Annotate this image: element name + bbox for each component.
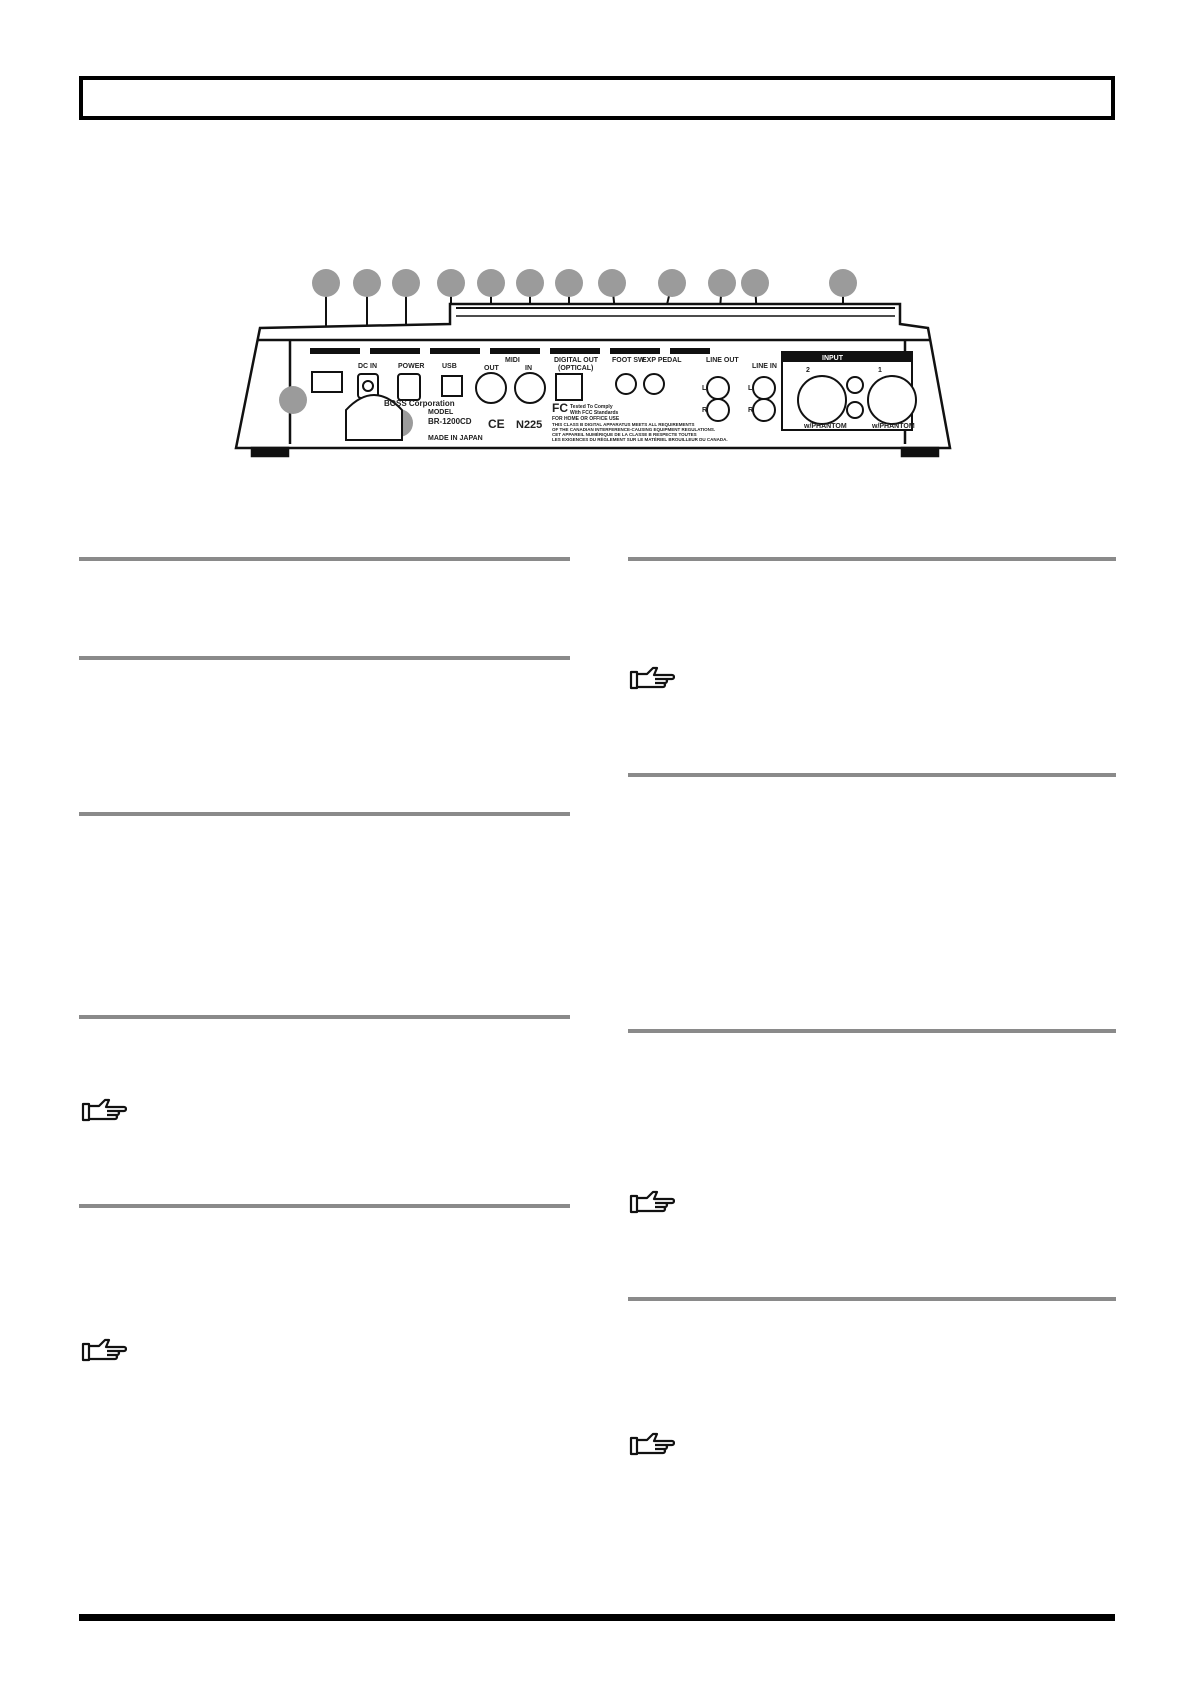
n225-mark: N225	[516, 419, 543, 431]
line-out-l-label: L	[702, 385, 707, 392]
callout-circle	[312, 269, 340, 297]
digital-out-label: DIGITAL OUT	[554, 357, 599, 364]
ce-mark: CE	[488, 417, 505, 431]
line-in-label: LINE IN	[752, 363, 777, 370]
callout-circle	[555, 269, 583, 297]
phantom2-label: w/PHANTOM	[804, 423, 847, 430]
fc-mark: FC	[552, 401, 568, 415]
phantom1-label: w/PHANTOM	[872, 423, 915, 430]
callout-circle	[477, 269, 505, 297]
made-in-label: MADE IN JAPAN	[428, 435, 483, 442]
line-out-r-label: R	[702, 407, 708, 414]
boss-corp-label: BOSS Corporation	[384, 399, 455, 408]
pointing-hand-icon	[81, 1336, 127, 1364]
rear-panel-figure	[0, 0, 1192, 500]
exp-pedal-label: EXP PEDAL	[642, 357, 682, 364]
section-rule	[628, 1297, 1116, 1301]
input-ch1-label: 1	[878, 367, 882, 374]
fcc-line2: With FCC Standards	[570, 410, 619, 416]
section-rule	[79, 557, 570, 561]
callout-circle	[829, 269, 857, 297]
callout-circle	[437, 269, 465, 297]
foot-sw-label: FOOT SW	[612, 357, 645, 364]
line-in-r-label: R	[748, 407, 754, 414]
model-label: MODEL	[428, 409, 454, 416]
section-rule	[628, 557, 1116, 561]
section-rule	[79, 812, 570, 816]
pointing-hand-icon	[81, 1096, 127, 1124]
callout-circle	[392, 269, 420, 297]
callout-circle	[279, 386, 307, 414]
callout-circle	[658, 269, 686, 297]
input-label: INPUT	[822, 355, 843, 362]
callout-circle	[741, 269, 769, 297]
input-header-bar	[782, 352, 912, 362]
fcc-line1: Tested To Comply	[570, 404, 613, 410]
compliance-line3: CET APPAREIL NUMÉRIQUE DE LA CLASSE B RESPECTE TOUTES	[552, 432, 697, 437]
line-out-label: LINE OUT	[706, 357, 739, 364]
section-rule	[628, 1029, 1116, 1033]
callout-circle	[708, 269, 736, 297]
section-rule	[79, 1204, 570, 1208]
pointing-hand-icon	[629, 1430, 675, 1458]
input-ch2-label: 2	[806, 367, 810, 374]
pointing-hand-icon	[629, 664, 675, 692]
midi-in-label: IN	[525, 365, 532, 372]
pointing-hand-icon	[629, 1188, 675, 1216]
compliance-line4: LES EXIGENCES DU RÈGLEMENT SUR LE MATÉRIEL BROUILLEUR DU CANADA.	[552, 437, 728, 442]
footer-rule	[79, 1614, 1115, 1621]
callout-circles	[312, 269, 857, 297]
compliance-line1: THIS CLASS B DIGITAL APPARATUS MEETS ALL REQUIREMENTS	[552, 422, 695, 427]
section-rule	[628, 773, 1116, 777]
line-in-l-label: L	[748, 385, 753, 392]
callout-circle	[353, 269, 381, 297]
digital-out-sub-label: (OPTICAL)	[558, 365, 594, 372]
callout-circle	[598, 269, 626, 297]
fcc-line3: FOR HOME OR OFFICE USE	[552, 416, 620, 422]
dc-in-label: DC IN	[358, 363, 378, 370]
vent-slots	[310, 348, 710, 354]
callout-circle	[516, 269, 544, 297]
midi-out-label: OUT	[484, 365, 499, 372]
midi-label: MIDI	[505, 357, 520, 364]
model-number: BR-1200CD	[428, 417, 472, 426]
section-rule	[79, 1015, 570, 1019]
section-rule	[79, 656, 570, 660]
usb-label: USB	[442, 363, 457, 370]
compliance-line2: OF THE CANADIAN INTERFERENCE-CAUSING EQUIPMENT REGULATIONS.	[552, 427, 716, 432]
power-label: POWER	[398, 363, 425, 370]
